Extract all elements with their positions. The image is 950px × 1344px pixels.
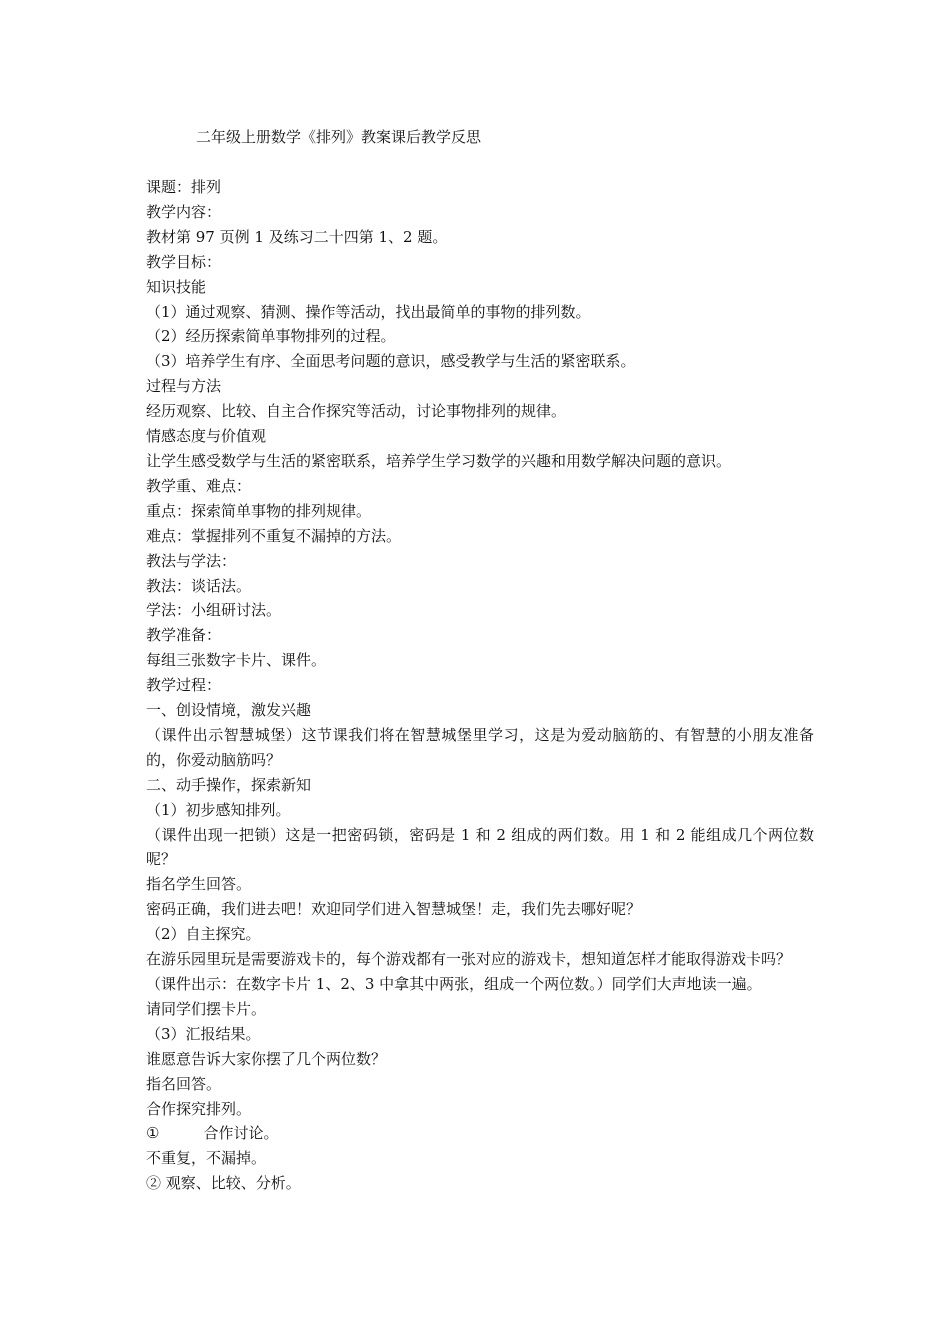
text-line: （1）初步感知排列。 — [146, 800, 291, 819]
text-line: 指名回答。 — [146, 1074, 222, 1093]
document-body — [146, 175, 814, 1196]
text-paragraph: （课件出现一把锁）这是一把密码锁，密码是 1 和 2 组成的两们数。用 1 和 2 能组成几个两位数呢？ — [146, 825, 814, 869]
text-line: 情感态度与价值观 — [146, 427, 267, 446]
text-line: 教学目标： — [146, 252, 222, 271]
text-line: 经历观察、比较、自主合作探究等活动，讨论事物排列的规律。 — [146, 402, 567, 421]
text-paragraph: 在游乐园里玩是需要游戏卡的，每个游戏都有一张对应的游戏卡，想知道怎样才能取得游戏卡吗？ — [146, 950, 792, 969]
text-line: 教学重、难点： — [146, 476, 252, 495]
text-line: （3）汇报结果。 — [146, 1024, 261, 1043]
circled-number: ① — [146, 1124, 160, 1143]
item-text: 合作讨论。 — [203, 1124, 279, 1143]
text-line: 一、创设情境，激发兴趣 — [146, 701, 312, 720]
text-line: （课件出示：在数字卡片 1、2、3 中拿其中两张，组成一个两位数。）同学们大声地读一遍。 — [146, 975, 762, 993]
text-line: ② 观察、比较、分析。 — [146, 1174, 301, 1193]
text-line: （2）自主探究。 — [146, 925, 261, 944]
text-paragraph: （课件出示智慧城堡）这节课我们将在智慧城堡里学习，这是为爱动脑筋的、有智慧的小朋友准备的，你爱动脑筋吗？ — [146, 725, 814, 769]
text-line: 指名学生回答。 — [146, 875, 252, 894]
text-line: 教法与学法： — [146, 551, 237, 570]
text-line: 教材第 97 页例 1 及练习二十四第 1、2 题。 — [146, 227, 448, 246]
text-line: 重点：探索简单事物的排列规律。 — [146, 501, 372, 520]
text-line: 谁愿意告诉大家你摆了几个两位数？ — [146, 1049, 387, 1068]
text-line: 教学内容： — [146, 202, 222, 221]
text-line: 教学过程： — [146, 676, 222, 695]
text-line: 教法：谈话法。 — [146, 576, 252, 595]
text-line: 课题：排列 — [146, 178, 222, 196]
text-line: 二、动手操作，探索新知 — [146, 775, 312, 794]
text-line: （1）通过观察、猜测、操作等活动，找出最简单的事物的排列数。 — [146, 302, 591, 321]
text-line: 过程与方法 — [146, 377, 222, 396]
text-line: 让学生感受数学与生活的紧密联系，培养学生学习数学的兴趣和用数学解决问题的意识。 — [146, 451, 732, 470]
text-line: 难点：掌握排列不重复不漏掉的方法。 — [146, 526, 402, 545]
text-line: 教学准备： — [146, 626, 222, 645]
text-line: 每组三张数字卡片、课件。 — [146, 651, 327, 670]
text-line: 知识技能 — [146, 277, 207, 296]
text-line: 请同学们摆卡片。 — [146, 999, 267, 1018]
text-line: （3）培养学生有序、全面思考问题的意识，感受教学与生活的紧密联系。 — [146, 352, 636, 371]
text-line: 学法：小组研讨法。 — [146, 601, 282, 620]
numbered-item — [146, 1121, 814, 1146]
text-line: （2）经历探索简单事物排列的过程。 — [146, 327, 396, 346]
text-line: 合作探究排列。 — [146, 1099, 252, 1118]
text-line: 不重复，不漏掉。 — [146, 1149, 267, 1168]
document-title: 二年级上册数学《排列》教案课后教学反思 — [196, 128, 482, 146]
text-line: 密码正确，我们进去吧！欢迎同学们进入智慧城堡！走，我们先去哪好呢？ — [146, 900, 642, 919]
